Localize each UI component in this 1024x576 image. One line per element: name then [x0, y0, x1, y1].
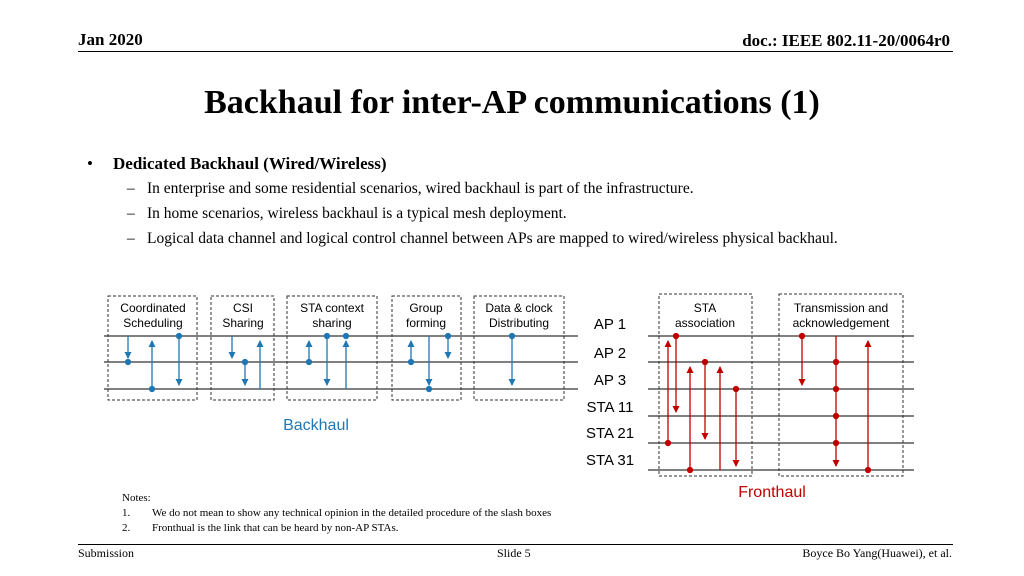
bullet-main: Dedicated Backhaul (Wired/Wireless) [113, 154, 387, 173]
box-label-5a: Data & clock [485, 301, 553, 315]
box-label-4b: forming [405, 316, 447, 330]
footer-divider [78, 544, 953, 545]
bullet-sub-1-text: In enterprise and some residential scenarios, wired backhaul is part of the infrastructure. [147, 180, 694, 197]
box-label-6b: association [674, 316, 736, 330]
box-label-1b: Scheduling [123, 316, 183, 330]
node-label-sta11: STA 11 [586, 399, 634, 416]
box-label-5b: Distributing [488, 316, 550, 330]
note-item-1: 1. We do not mean to show any technical opinion in the detailed procedure of the slash boxes [122, 507, 552, 519]
box-label-6a: STA [693, 301, 717, 315]
box-label-2b: Sharing [222, 316, 264, 330]
box-label-4a: Group [409, 301, 443, 315]
bullet-sub-2: – In home scenarios, wireless backhaul is a typical mesh deployment. [127, 205, 567, 222]
note-item-1-text: We do not mean to show any technical opinion in the detailed procedure of the slash boxes [152, 507, 552, 519]
box-label-3b: sharing [312, 316, 352, 330]
box-label-1a: Coordinated [120, 301, 186, 315]
box-label-7a: Transmission and [793, 301, 889, 315]
footer-left: Submission [78, 546, 135, 560]
bullet-sub-2-text: In home scenarios, wireless backhaul is a typical mesh deployment. [147, 205, 567, 222]
box-label-7b: acknowledgement [792, 316, 890, 330]
fronthaul-label: Fronthaul [738, 484, 806, 501]
node-label-sta21: STA 21 [585, 425, 635, 442]
node-label-ap2: AP 2 [593, 345, 627, 362]
box-label-2a: CSI [232, 301, 254, 315]
bullet-sub-3: – Logical data channel and logical control channel between APs are mapped to wired/wireless physical backhaul. [127, 230, 838, 247]
notes-heading: Notes: [122, 492, 151, 504]
node-label-ap3: AP 3 [593, 372, 627, 389]
footer-slide-number: Slide 5 [497, 546, 531, 560]
bullet-marker: • [87, 154, 93, 173]
header-date: Jan 2020 [78, 30, 143, 49]
notes-block [122, 491, 551, 536]
bullet-sub-1: – In enterprise and some residential scenarios, wired backhaul is part of the infrastructure. [127, 180, 694, 197]
bullet-sub-3-text: Logical data channel and logical control channel between APs are mapped to wired/wireless physical backhaul. [147, 230, 838, 247]
node-label-sta31: STA 31 [585, 452, 635, 469]
note-item-2-text: Fronthual is the link that can be heard by non-AP STAs. [152, 522, 399, 534]
node-label-ap1: AP 1 [593, 316, 627, 333]
note-item-2: 2. Fronthual is the link that can be heard by non-AP STAs. [122, 522, 399, 534]
box-label-3a: STA context [300, 301, 364, 315]
footer-author: Boyce Bo Yang(Huawei), et al. [802, 546, 952, 560]
header-doc-id: doc.: IEEE 802.11-20/0064r0 [742, 31, 950, 50]
backhaul-label: Backhaul [283, 417, 349, 434]
slide-title: Backhaul for inter-AP communications (1) [204, 84, 820, 121]
